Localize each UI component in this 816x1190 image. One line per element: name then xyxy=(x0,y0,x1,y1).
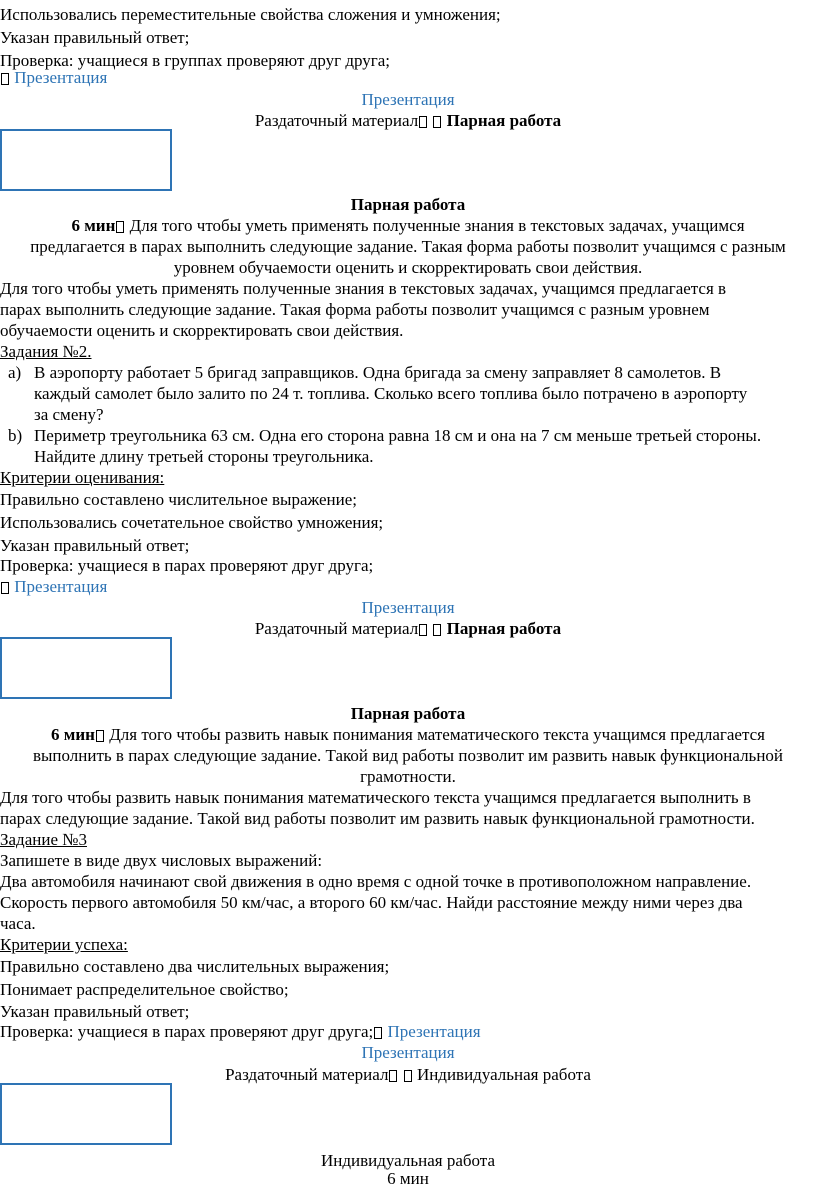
presentation-row xyxy=(0,67,816,88)
presentation-link[interactable]: Презентация xyxy=(361,598,455,617)
criteria-item: Правильно составлено два числительных выражения; xyxy=(0,957,390,976)
criteria-item: Указан правильный ответ; xyxy=(0,536,190,555)
presentation-link[interactable]: Презентация xyxy=(361,90,455,109)
task-item-a: a) В аэропорту работает 5 бригад заправщиков. Одна бригада за смену заправляет 8 самолетов. В xyxy=(8,363,722,382)
criteria-item: Указан правильный ответ; xyxy=(0,1002,190,1021)
task-line: каждый самолет было залито по 24 т. топлива. Сколько всего топлива было потрачено в аэропорту xyxy=(34,384,748,403)
text-line: Проверка: учащиеся в группах проверяют друг друга; xyxy=(0,51,391,70)
missing-glyph-icon xyxy=(404,1070,412,1082)
presentation-row xyxy=(0,576,816,597)
text-line: Использовались переместительные свойства сложения и умножения; xyxy=(0,5,501,24)
presentation-link[interactable]: Презентация xyxy=(361,1043,455,1062)
missing-glyph-icon xyxy=(96,730,104,742)
criteria-item: Проверка: учащиеся в парах проверяют друг друга; Презентация xyxy=(0,1022,481,1041)
image-placeholder-box xyxy=(0,1083,172,1145)
paragraph-line: парах следующие задание. Такой вид работы позволит им развить навык функциональной грамотности. xyxy=(0,809,755,828)
missing-glyph-icon xyxy=(419,116,427,128)
intro-line: грамотности. xyxy=(360,767,456,786)
intro-line: 6 мин Для того чтобы развить навык понимания математического текста учащимся предлагается xyxy=(51,725,765,744)
criteria-title: Критерии успеха: xyxy=(0,935,128,954)
text-line: Указан правильный ответ; xyxy=(0,28,190,47)
presentation-link[interactable]: Презентация xyxy=(14,68,108,87)
image-placeholder-box xyxy=(0,637,172,699)
criteria-title: Критерии оценивания: xyxy=(0,468,165,487)
presentation-link[interactable]: Презентация xyxy=(387,1022,481,1041)
task-line: Найдите длину третьей стороны треугольника. xyxy=(34,447,374,466)
task-line: Скорость первого автомобиля 50 км/час, а второго 60 км/час. Найди расстояние между ними через два xyxy=(0,893,743,912)
paragraph-line: парах выполнить следующие задание. Такая форма работы позволит учащимся с разным уровнем xyxy=(0,300,710,319)
presentation-link[interactable]: Презентация xyxy=(14,577,108,596)
paragraph-line: обучаемости оценить и скорректировать свои действия. xyxy=(0,321,404,340)
missing-glyph-icon xyxy=(433,624,441,636)
missing-glyph-icon xyxy=(433,116,441,128)
handout-line: Раздаточный материал Парная работа xyxy=(254,619,562,638)
task-line: Два автомобиля начинают свой движения в одно время с одной точке в противоположном направление. xyxy=(0,872,752,891)
task-line: часа. xyxy=(0,914,36,933)
handout-line: Раздаточный материал Индивидуальная работа xyxy=(225,1065,591,1084)
paragraph-line: Для того чтобы уметь применять полученные знания в текстовых задачах, учащимся предлагается в xyxy=(0,279,727,298)
missing-glyph-icon xyxy=(1,582,9,594)
intro-line: 6 мин Для того чтобы уметь применять полученные знания в текстовых задачах, учащимся xyxy=(71,216,745,235)
task-line: Запишете в виде двух числовых выражений: xyxy=(0,851,323,870)
time-label: 6 мин xyxy=(387,1169,429,1188)
intro-line: выполнить в парах следующие задание. Такой вид работы позволит им развить навык функциональной xyxy=(32,746,784,765)
missing-glyph-icon xyxy=(419,624,427,636)
missing-glyph-icon xyxy=(374,1027,382,1039)
paragraph-line: Для того чтобы развить навык понимания математического текста учащимся предлагается выполнить в xyxy=(0,788,751,807)
missing-glyph-icon xyxy=(389,1070,397,1082)
intro-line: уровнем обучаемости оценить и скорректировать свои действия. xyxy=(173,258,643,277)
section-heading: Парная работа xyxy=(350,704,466,723)
criteria-item: Понимает распределительное свойство; xyxy=(0,980,289,999)
task-line: за смену? xyxy=(34,405,104,424)
task-item-b: b) Периметр треугольника 63 см. Одна его сторона равна 18 см и она на 7 см меньше третьей стороны. xyxy=(8,426,762,445)
missing-glyph-icon xyxy=(1,73,9,85)
task-title: Задания №2. xyxy=(0,342,92,361)
task-title: Задание №3 xyxy=(0,830,87,849)
criteria-item: Правильно составлено числительное выражение; xyxy=(0,490,358,509)
intro-line: предлагается в парах выполнить следующие задание. Такая форма работы позволит учащимся с разным xyxy=(30,237,786,256)
handout-line: Раздаточный материал Парная работа xyxy=(254,111,562,130)
criteria-item: Проверка: учащиеся в парах проверяют друг друга; xyxy=(0,556,374,575)
section-heading: Индивидуальная работа xyxy=(321,1151,495,1170)
missing-glyph-icon xyxy=(116,221,124,233)
image-placeholder-box xyxy=(0,129,172,191)
criteria-item: Использовались сочетательное свойство умножения; xyxy=(0,513,384,532)
section-heading: Парная работа xyxy=(350,195,466,214)
